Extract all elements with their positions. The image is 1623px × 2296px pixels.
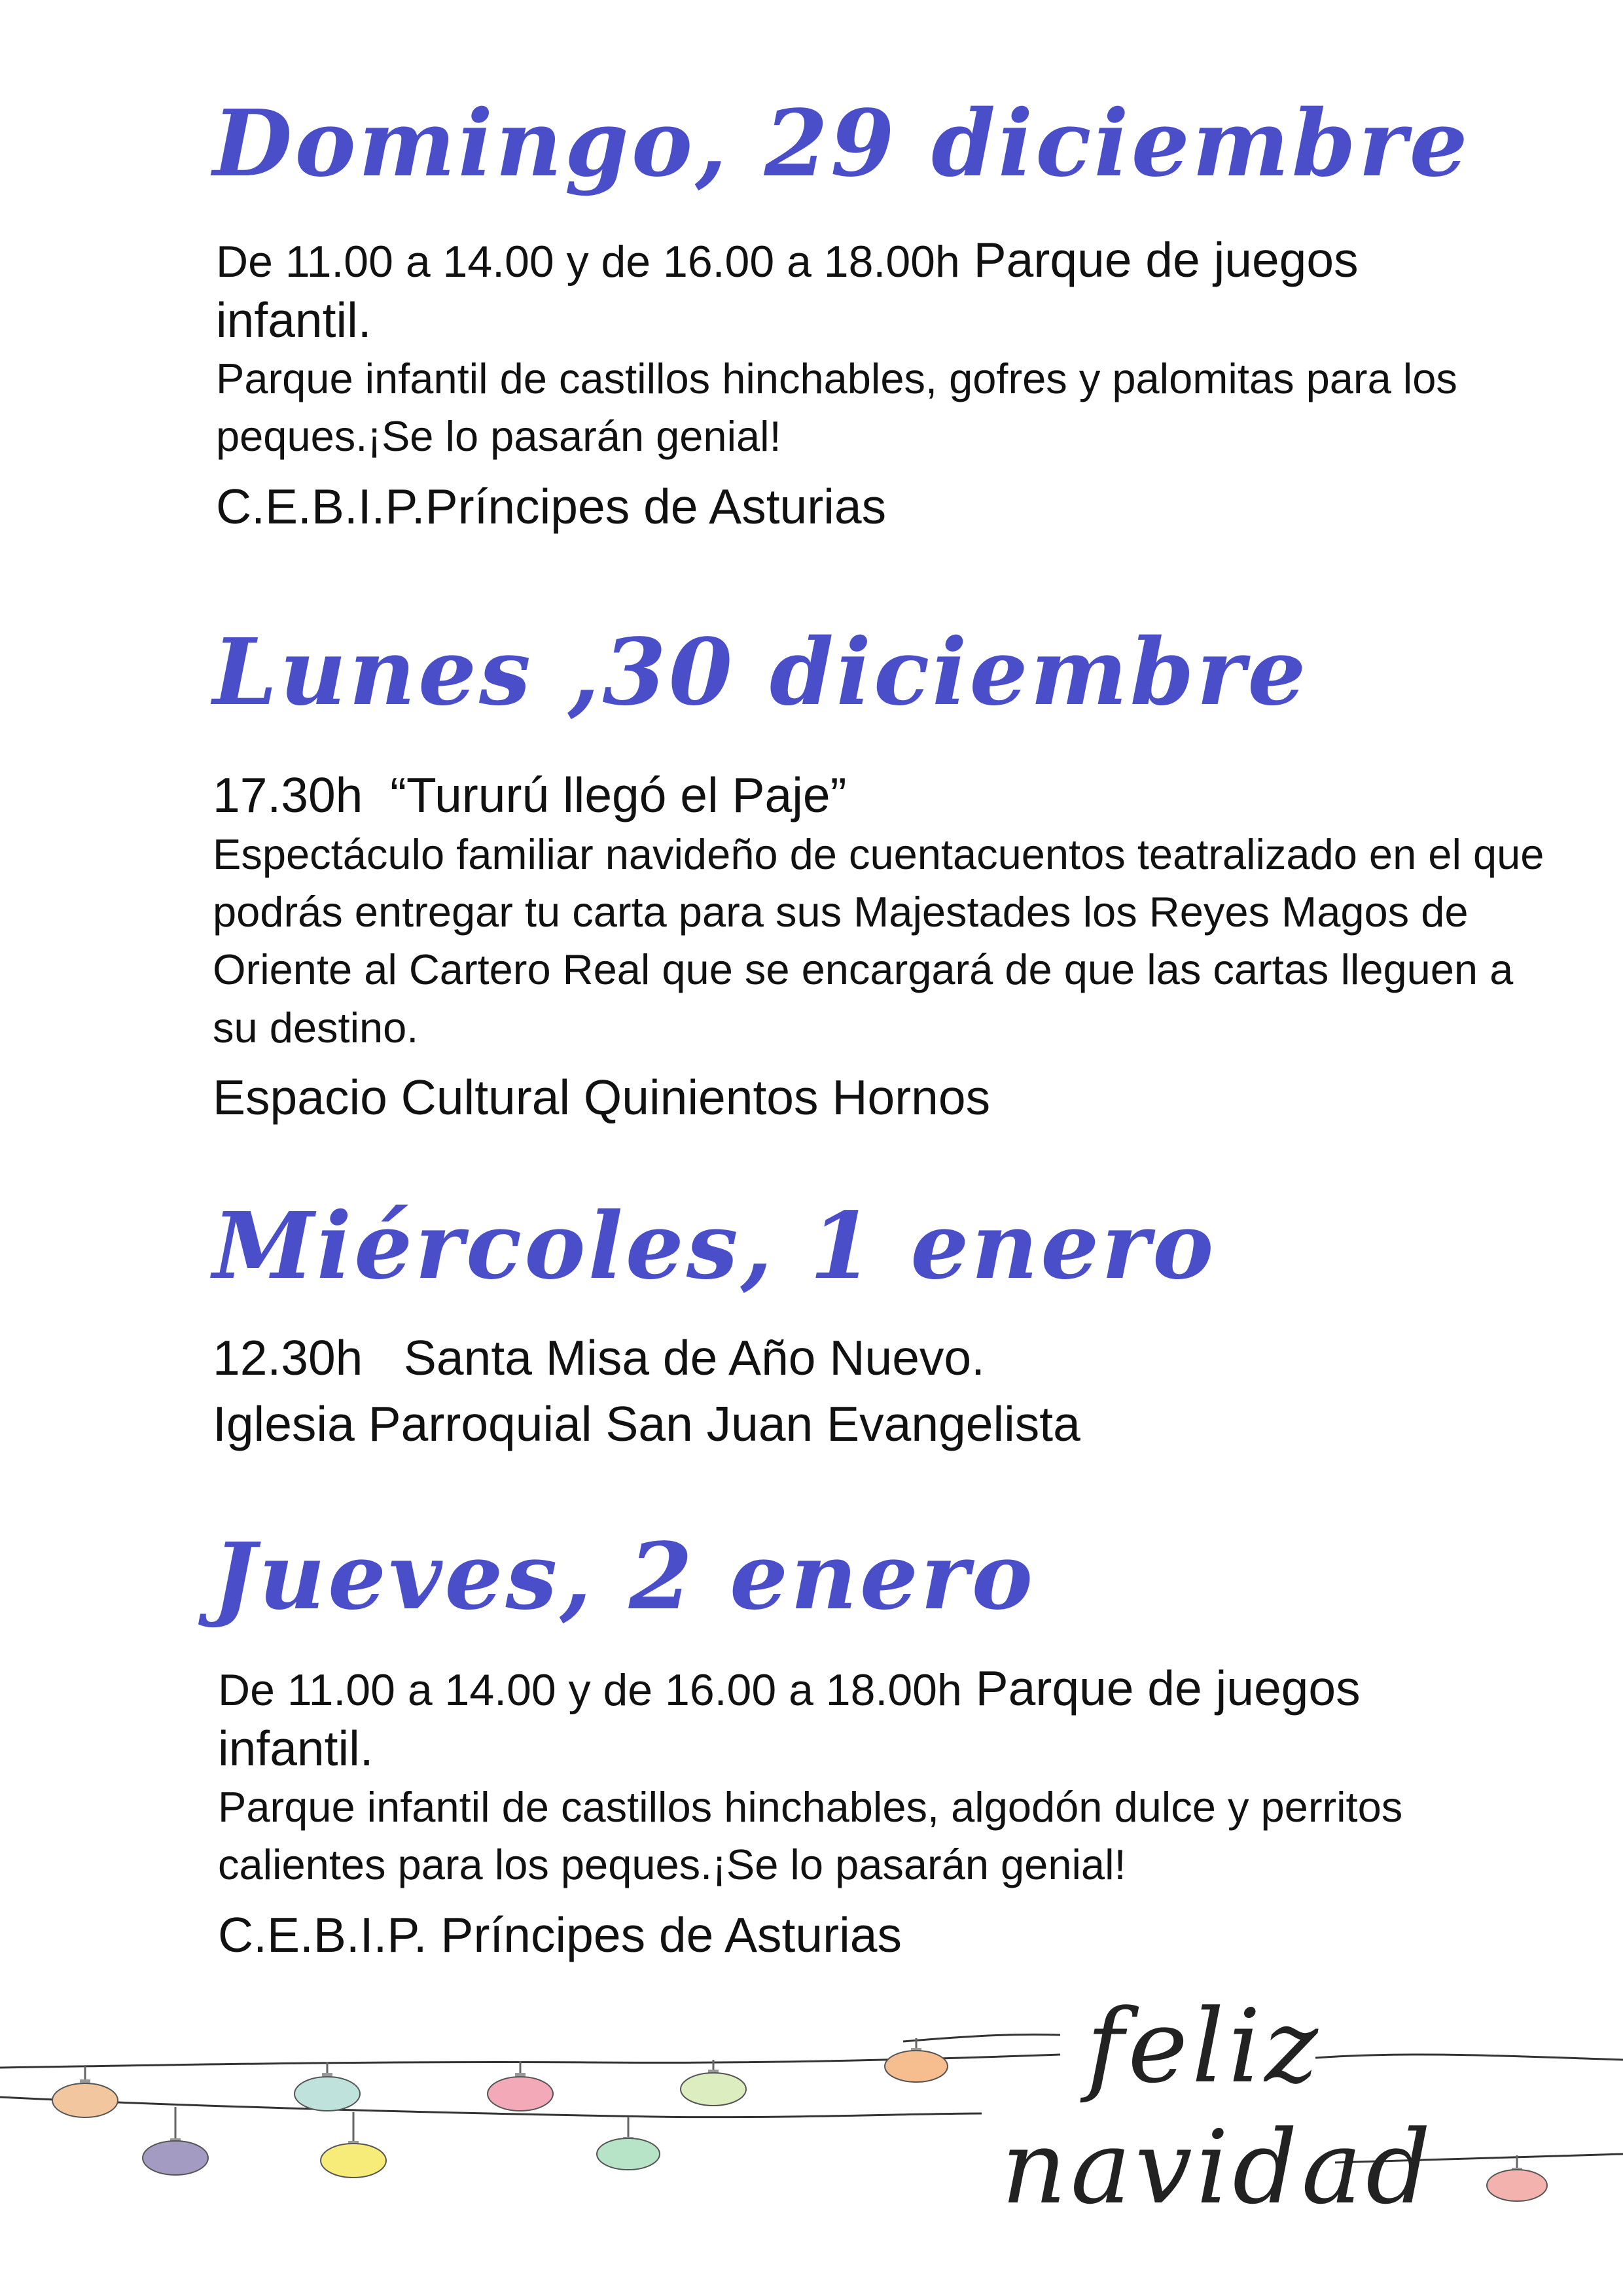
footer-decoration [0,1983,1623,2296]
event-title: 17.30h “Tururú llegó el Paje” [213,768,847,822]
event-domingo [216,230,1459,539]
event-jueves [218,1659,1461,1967]
ornament-icon [885,2038,948,2082]
day-title-miercoles: Miércoles, 1 enero [213,1193,1217,1300]
event-time: De 11.00 a 14.00 y de 16.00 a 18.00h [216,237,960,287]
event-venue: C.E.B.I.P. Príncipes de Asturias [218,1907,902,1962]
ornament-icon [294,2062,360,2111]
event-venue: C.E.B.I.P.Príncipes de Asturias [216,478,887,534]
greeting-feliz: feliz [1086,1987,1322,2106]
ornament-icon [52,2066,118,2117]
ornament-icon [143,2107,208,2175]
event-description: Parque infantil de castillos hinchables, gofres y palomitas para los peques.¡Se lo pasarán genial! [216,355,1457,461]
ornament-icon [597,2117,660,2170]
ornament-icon [321,2112,386,2178]
event-title: 12.30h Santa Misa de Año Nuevo. [213,1330,985,1385]
ornament-icon [488,2061,553,2111]
event-time: De 11.00 a 14.00 y de 16.00 a 18.00h [218,1665,962,1715]
greeting-navidad: navidad [1001,2108,1435,2227]
ornament-icon [681,2060,746,2106]
event-title: Parque de juegos infantil. [218,1661,1361,1776]
event-title: Parque de juegos infantil. [216,232,1359,347]
day-title-lunes: Lunes ,30 diciembre [213,619,1309,726]
event-lunes [213,766,1554,1130]
day-title-domingo: Domingo, 29 diciembre [213,90,1471,198]
event-venue: Espacio Cultural Quinientos Hornos [213,1070,991,1125]
day-title-jueves: Jueves, 2 enero [213,1523,1036,1631]
event-miercoles [213,1325,1522,1458]
ornament-icon [1487,2155,1547,2201]
event-heading [216,230,1459,350]
event-venue: Iglesia Parroquial San Juan Evangelista [213,1396,1080,1452]
event-description: Espectáculo familiar navideño de cuentacuentos teatralizado en el que podrás entregar tu carta para sus Majestades los Reyes Magos de Oriente al Cartero Real que se encargará de que las cartas lleguen a su destino. [213,830,1544,1051]
event-description: Parque infantil de castillos hinchables, algodón dulce y perritos calientes para los peques.¡Se lo pasarán genial! [218,1783,1403,1889]
event-heading [218,1659,1461,1778]
